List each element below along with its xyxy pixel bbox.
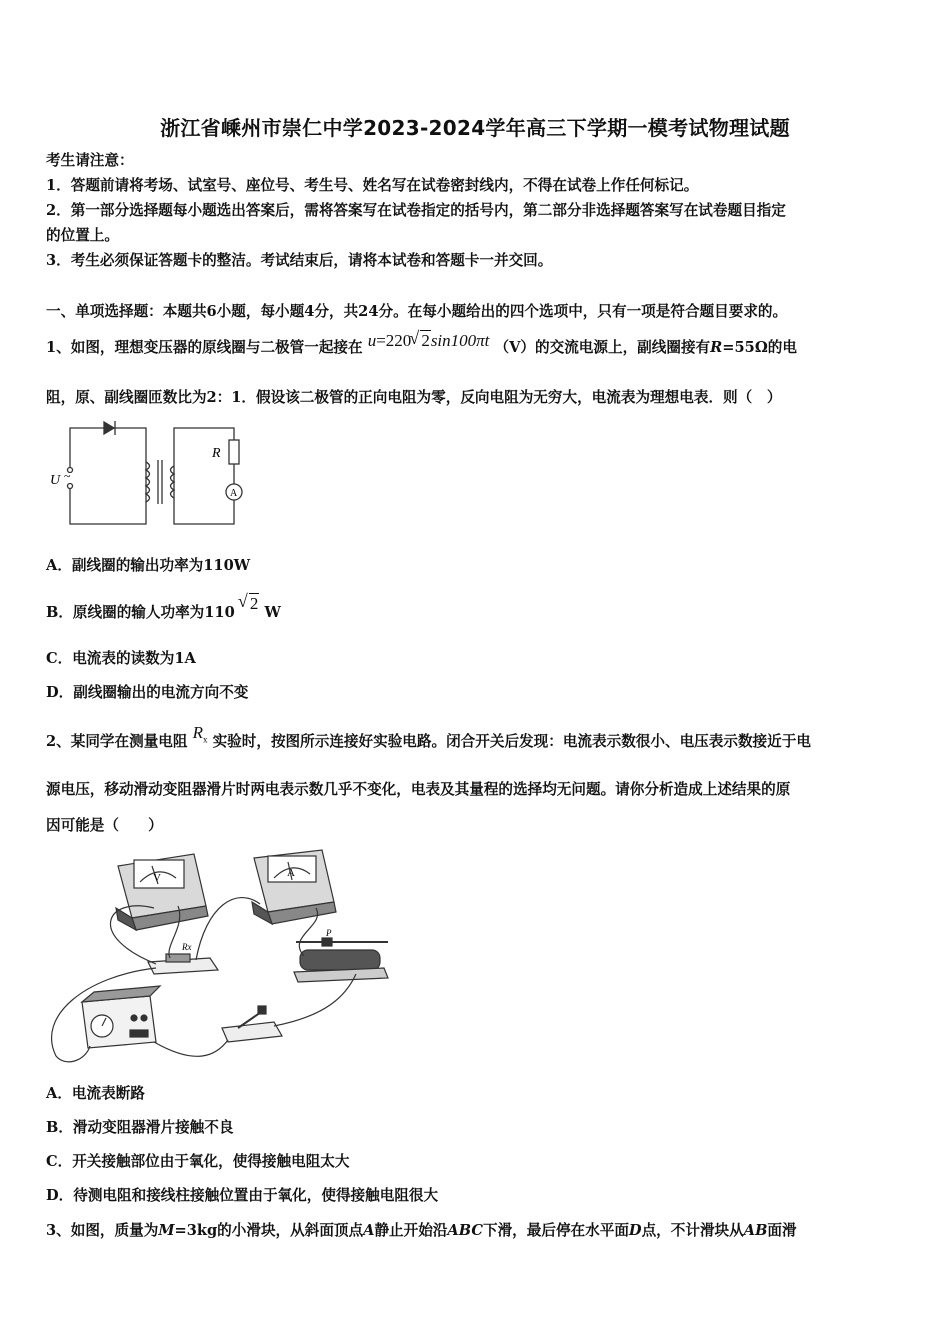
q2-rx-symbol: $R_x$ [192, 723, 208, 745]
question-2-line-3: 因可能是（ ） [46, 817, 163, 834]
notice-item-2-cont: 的位置上。 [46, 227, 119, 244]
question-3-line-1: 3、如图，质量为M=3kg的小滑块，从斜面顶点A静止开始沿ABC下滑，最后停在水平面D点，不计滑块从AB面滑 [46, 1222, 797, 1239]
fig-label-rx: Rx [182, 942, 192, 952]
secondary-loop [174, 428, 234, 524]
ammeter-device-icon [252, 850, 336, 924]
q2-experiment-figure [46, 846, 396, 1068]
voltmeter-icon [116, 854, 208, 930]
notice-item-3: 3．考生必须保证答题卡的整洁。考试结束后，请将本试卷和答题卡一并交回。 [46, 252, 553, 269]
q1-text-a: 1、如图，理想变压器的原线圈与二极管一起接在 [46, 339, 363, 356]
fig-label-v: V [153, 872, 161, 884]
rx-board-icon [148, 954, 218, 974]
rheostat-icon [294, 938, 388, 982]
fig-label-a2: A [287, 867, 295, 879]
primary-loop [70, 428, 146, 524]
fig-label-u: U [50, 473, 61, 488]
q1-option-d[interactable]: D．副线圈输出的电流方向不变 [46, 684, 249, 701]
power-supply-icon [82, 986, 160, 1048]
section-heading: 一、单项选择题：本题共6小题，每小题4分，共24分。在每小题给出的四个选项中，只有一项是符合题目要求的。 [46, 303, 788, 320]
q2-text-a2: 实验时，按图所示连接好实验电路。闭合开关后发现：电流表示数很小、电压表示数接近于电 [212, 733, 811, 750]
q2-option-c[interactable]: C．开关接触部位由于氧化，使得接触电阻太大 [46, 1153, 350, 1170]
notice-heading: 考生请注意： [46, 152, 134, 169]
resistor-icon [229, 440, 239, 464]
diode-icon [104, 422, 114, 434]
switch-icon [222, 1006, 282, 1042]
question-1-line-1 [46, 331, 797, 358]
question-1-line-2: 阻，原、副线圈匝数比为2：1．假设该二极管的正向电阻为零，反向电阻为无穷大，电流表为理想电表．则（ ） [46, 389, 782, 406]
q1-option-b[interactable] [46, 594, 281, 623]
formula-sin: sin100πt [430, 331, 490, 350]
notice-item-2: 2．第一部分选择题每小题选出答案后，需将答案写在试卷指定的括号内，第二部分非选择题答案写在试卷题目指定 [46, 202, 786, 219]
q1-r-value: =55Ω的电 [722, 339, 797, 356]
fig-label-r: R [212, 446, 221, 461]
q1-option-c[interactable]: C．电流表的读数为1A [46, 650, 196, 667]
formula-u: u [367, 331, 377, 350]
ac-symbol-icon: ~ [64, 469, 71, 483]
q2-text-a1: 2、某同学在测量电阻 [46, 733, 188, 750]
q1-voltage-formula [368, 331, 490, 350]
q1-option-b-unit: W [264, 604, 281, 621]
q1-option-b-text: B．原线圈的输人功率为110 [46, 604, 235, 621]
question-2-line-2: 源电压，移动滑动变阻器滑片时两电表示数几乎不变化，电表及其量程的选择均无问题。请你分析造成上述结果的原 [46, 781, 791, 798]
q1-r-symbol: R [710, 339, 723, 356]
q2-option-d[interactable]: D．待测电阻和接线柱接触位置由于氧化，使得接触电阻很大 [46, 1187, 439, 1204]
formula-eq: =220 [376, 331, 412, 350]
q1-text-b: （V）的交流电源上，副线圈接有 [494, 339, 711, 356]
q1-transformer-circuit [46, 418, 256, 533]
q1-option-a[interactable]: A．副线圈的输出功率为110W [46, 557, 251, 574]
question-2-line-1 [46, 723, 811, 757]
formula-sqrt: √ 2 [411, 331, 431, 351]
q2-option-a[interactable]: A．电流表断路 [46, 1085, 145, 1102]
q2-option-b[interactable]: B．滑动变阻器滑片接触不良 [46, 1119, 234, 1136]
notice-item-1: 1．答题前请将考场、试室号、座位号、考生号、姓名写在试卷密封线内，不得在试卷上作任何标记。 [46, 177, 699, 194]
page-title: 浙江省嵊州市崇仁中学2023-2024学年高三下学期一模考试物理试题 [160, 116, 790, 140]
fig-label-a: A [230, 488, 238, 499]
fig-label-p: P [326, 928, 332, 938]
q1-option-b-sqrt: √ 2 [240, 594, 260, 613]
